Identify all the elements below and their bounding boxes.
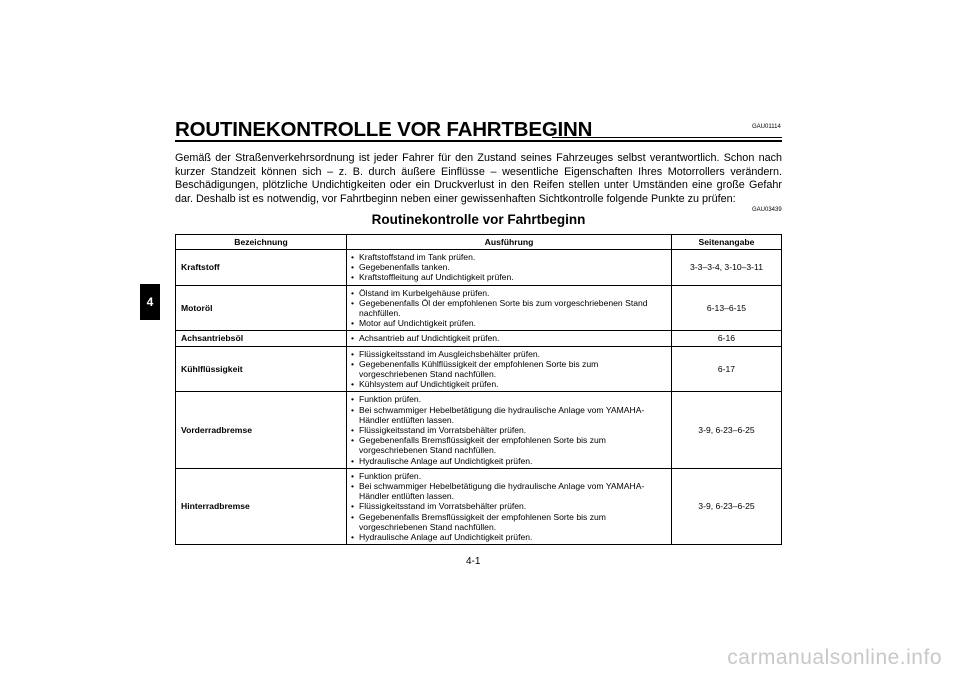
- row-steps: [347, 250, 672, 286]
- row-pages: 3-3–3-4, 3-10–3-11: [672, 250, 782, 286]
- table-row: [176, 250, 782, 286]
- row-name: Kraftstoff: [176, 250, 347, 286]
- step-item: • Achsantrieb auf Undichtigkeit prüfen.: [351, 333, 667, 343]
- watermark: carmanualsonline.info: [727, 646, 942, 669]
- row-steps: [347, 392, 672, 468]
- step-item: • Gegebenenfalls Bremsflüssigkeit der empfohlenen Sorte bis zum vorgeschriebenen Stand nachfüllen.: [351, 435, 667, 455]
- row-steps: [347, 468, 672, 544]
- row-pages: 6-17: [672, 346, 782, 392]
- step-item: • Bei schwammiger Hebelbetätigung die hydraulische Anlage vom YAMAHA-Händler entlüften lassen.: [351, 481, 667, 501]
- header-seitenangabe: Seitenangabe: [672, 235, 782, 250]
- title-rule: [175, 140, 782, 142]
- row-name: Motoröl: [176, 285, 347, 331]
- table-header-row: [176, 235, 782, 250]
- page-title: ROUTINEKONTROLLE VOR FAHRTBEGINN: [175, 118, 593, 141]
- step-item: • Funktion prüfen.: [351, 394, 667, 404]
- step-list: [351, 471, 667, 542]
- row-pages: 6-13–6-15: [672, 285, 782, 331]
- subtitle-ref-code: GAU03439: [752, 207, 782, 213]
- step-item: • Hydraulische Anlage auf Undichtigkeit prüfen.: [351, 456, 667, 466]
- chapter-tab: 4: [140, 284, 160, 320]
- page-number: 4-1: [466, 556, 481, 567]
- table-row: [176, 331, 782, 346]
- section-subtitle: Routinekontrolle vor Fahrtbeginn: [371, 212, 586, 227]
- row-steps: [347, 346, 672, 392]
- row-steps: [347, 285, 672, 331]
- row-pages: 3-9, 6-23–6-25: [672, 392, 782, 468]
- intro-paragraph: Gemäß der Straßenverkehrsordnung ist jeder Fahrer für den Zustand seines Fahrzeuges selbst verantwortlich. Schon nach kurzer Standzeit können sich – z. B. durch äußere Einflüsse – wesentliche Eigenschaften Ihres Motorrollers verändern. Beschädigungen, plötzliche Undichtigkeiten oder ein Druckverlust in den Reifen stellen unter Umständen eine große Gefahr dar. Deshalb ist es notwendig, vor Fahrtbeginn neben einer gewissenhaften Sichtkontrolle folgende Punkte zu prüfen:: [175, 152, 782, 205]
- step-item: • Bei schwammiger Hebelbetätigung die hydraulische Anlage vom YAMAHA-Händler entlüften lassen.: [351, 405, 667, 425]
- step-list: [351, 252, 667, 283]
- step-list: [351, 288, 667, 329]
- row-pages: 6-16: [672, 331, 782, 346]
- table-row: [176, 468, 782, 544]
- table-row: [176, 392, 782, 468]
- step-list: [351, 349, 667, 390]
- row-name: Hinterradbremse: [176, 468, 347, 544]
- step-list: [351, 333, 667, 343]
- step-item: • Gegebenenfalls Bremsflüssigkeit der empfohlenen Sorte bis zum vorgeschriebenen Stand nachfüllen.: [351, 512, 667, 532]
- step-item: • Kraftstoffleitung auf Undichtigkeit prüfen.: [351, 272, 667, 282]
- row-name: Vorderradbremse: [176, 392, 347, 468]
- table-row: [176, 285, 782, 331]
- row-name: Kühlflüssigkeit: [176, 346, 347, 392]
- table-row: [176, 346, 782, 392]
- step-item: • Hydraulische Anlage auf Undichtigkeit prüfen.: [351, 532, 667, 542]
- header-bezeichnung: Bezeichnung: [176, 235, 347, 250]
- routine-check-table: [175, 234, 782, 545]
- table-body: [176, 250, 782, 545]
- step-item: • Flüssigkeitsstand im Vorratsbehälter prüfen.: [351, 425, 667, 435]
- row-pages: 3-9, 6-23–6-25: [672, 468, 782, 544]
- step-list: [351, 394, 667, 465]
- step-item: • Flüssigkeitsstand im Ausgleichsbehälter prüfen.: [351, 349, 667, 359]
- step-item: • Gegebenenfalls tanken.: [351, 262, 667, 272]
- step-item: • Gegebenenfalls Kühlflüssigkeit der empfohlenen Sorte bis zum vorgeschriebenen Stand nachfüllen.: [351, 359, 667, 379]
- step-item: • Motor auf Undichtigkeit prüfen.: [351, 318, 667, 328]
- row-name: Achsantriebsöl: [176, 331, 347, 346]
- step-item: • Flüssigkeitsstand im Vorratsbehälter prüfen.: [351, 501, 667, 511]
- step-item: • Gegebenenfalls Öl der empfohlenen Sorte bis zum vorgeschriebenen Stand nachfüllen.: [351, 298, 667, 318]
- step-item: • Kühlsystem auf Undichtigkeit prüfen.: [351, 379, 667, 389]
- title-rule-thin: [552, 137, 782, 138]
- step-item: • Kraftstoffstand im Tank prüfen.: [351, 252, 667, 262]
- header-ausfuehrung: Ausführung: [347, 235, 672, 250]
- row-steps: [347, 331, 672, 346]
- title-ref-code: GAU01114: [752, 124, 781, 130]
- step-item: • Funktion prüfen.: [351, 471, 667, 481]
- step-item: • Ölstand im Kurbelgehäuse prüfen.: [351, 288, 667, 298]
